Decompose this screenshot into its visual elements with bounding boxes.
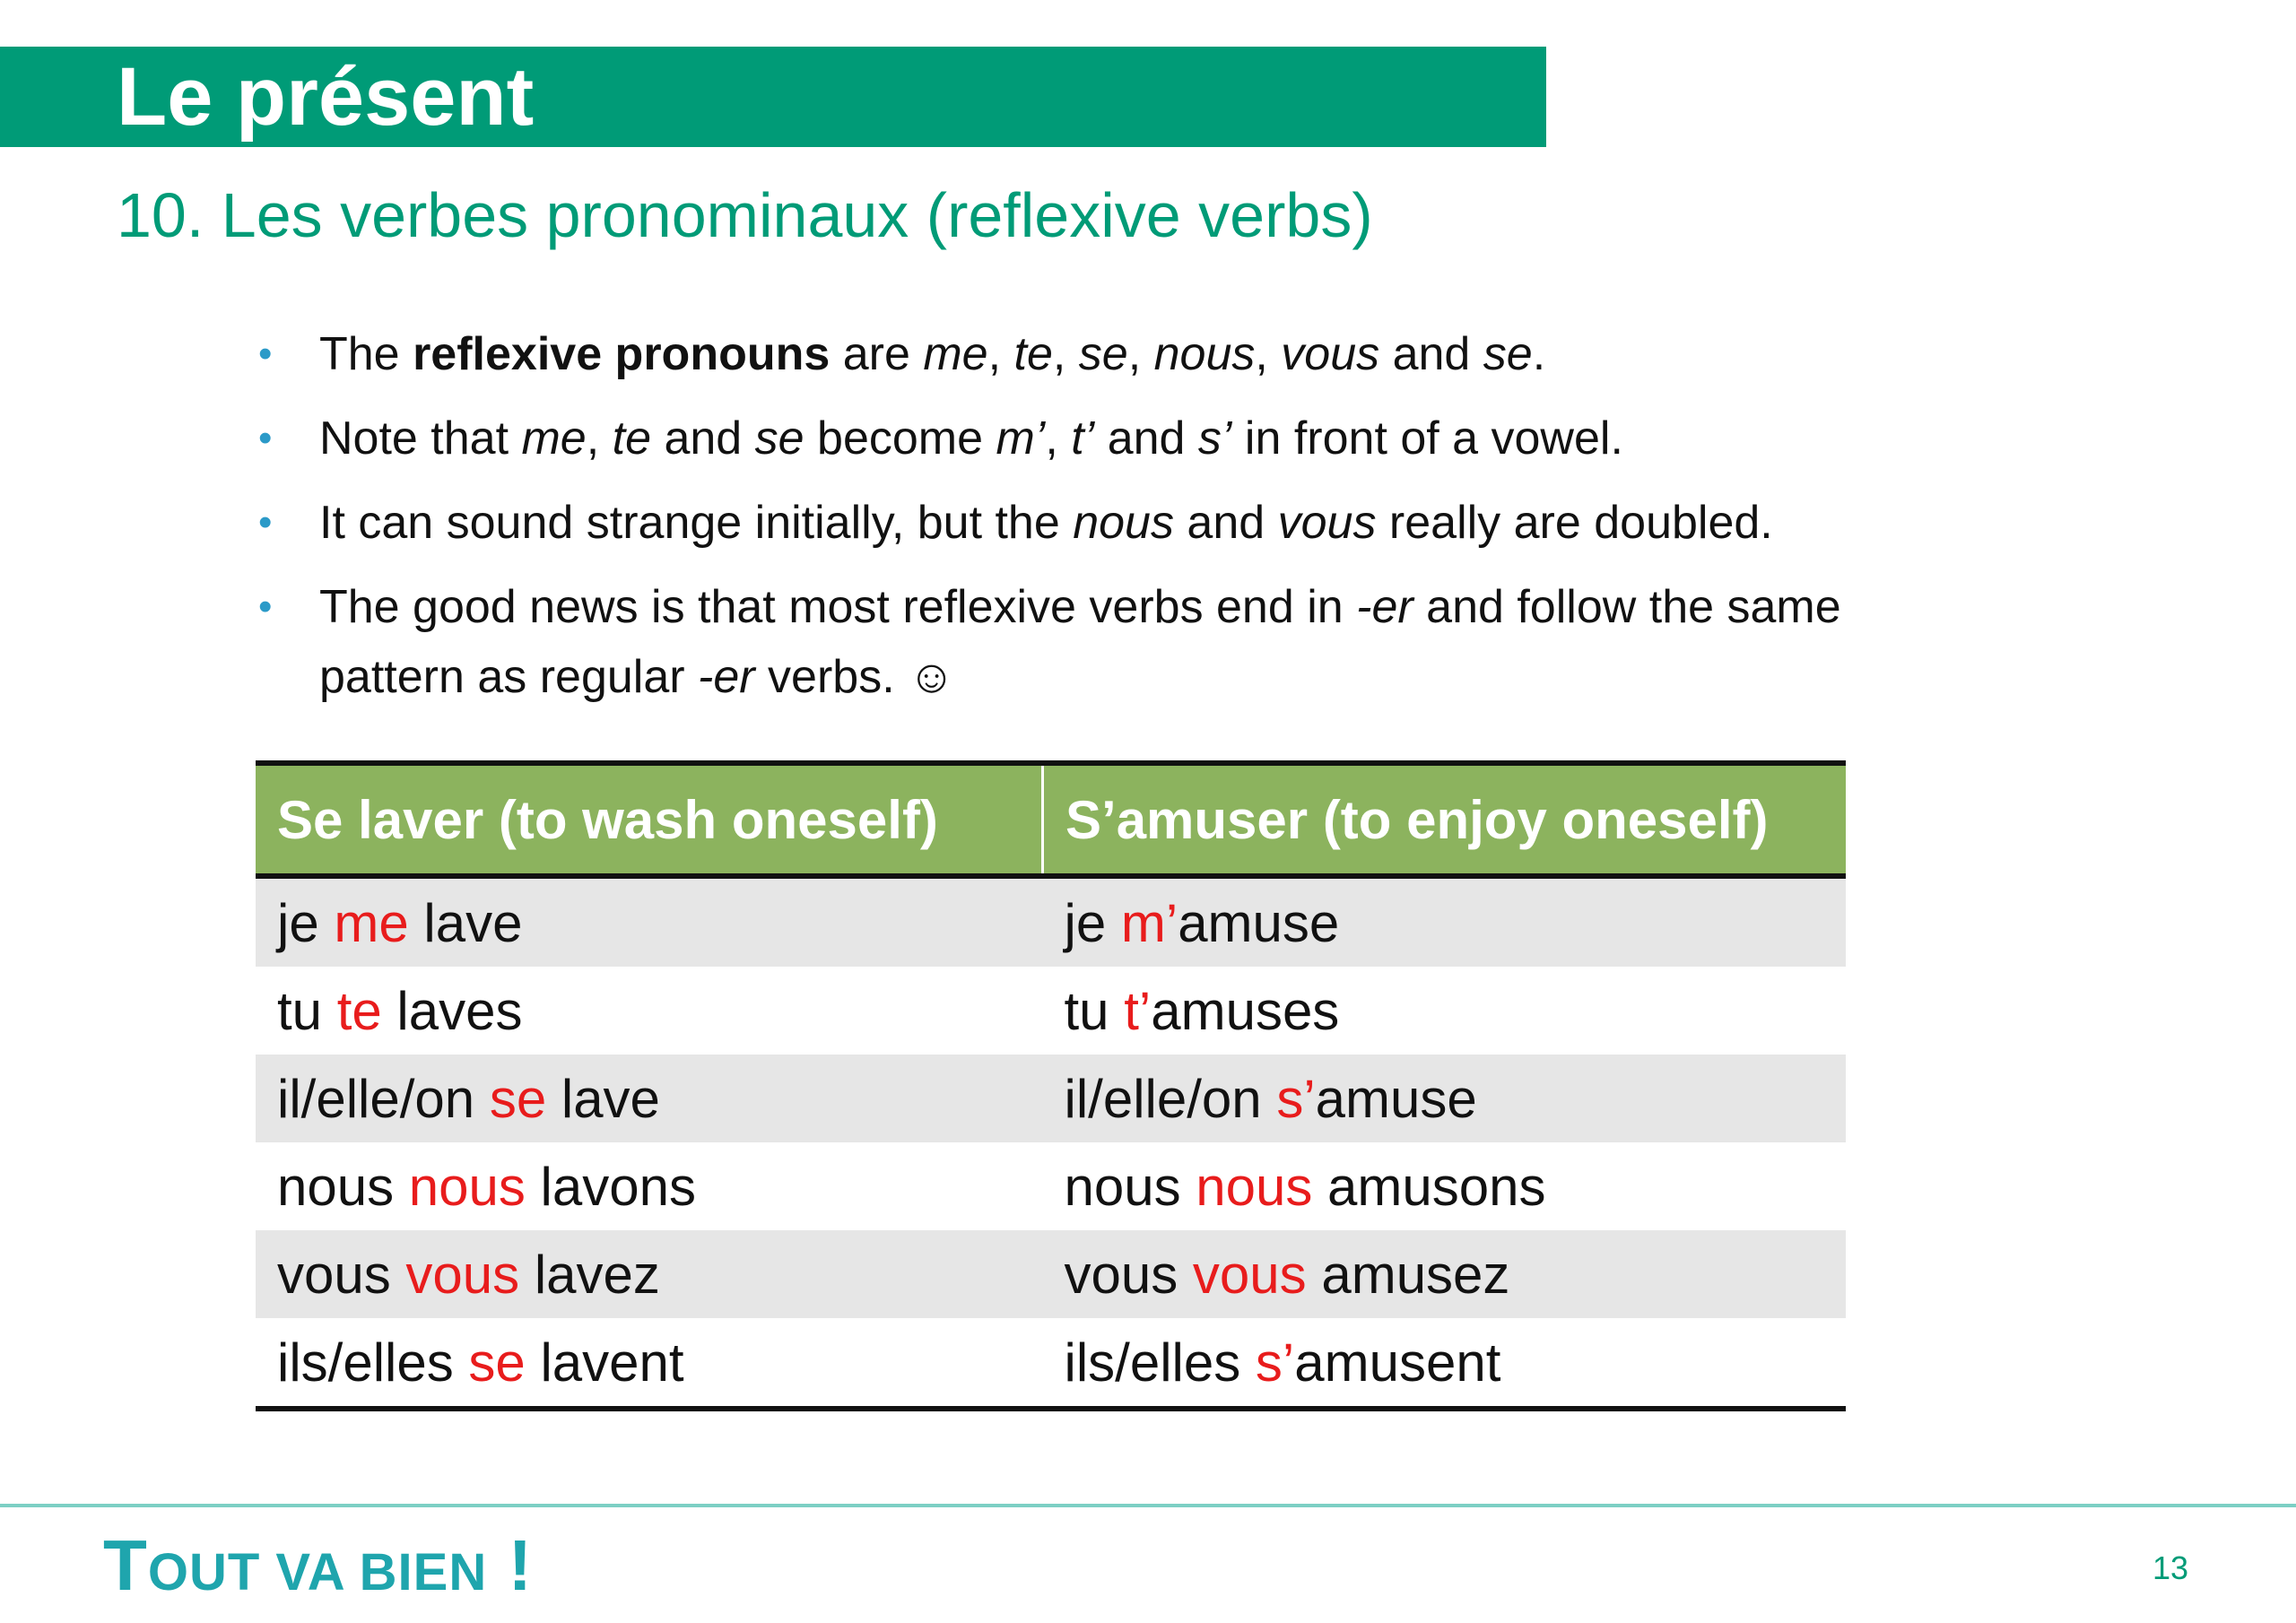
reflexive-pronoun: te [336, 980, 382, 1041]
conjugation-table [256, 760, 1846, 1411]
column-header: Se laver (to wash oneself) [256, 763, 1043, 876]
table-cell: nous nous lavons [277, 1156, 696, 1217]
bullet-dot-icon: • [258, 585, 273, 629]
reflexive-pronoun: vous [1192, 1244, 1307, 1305]
bullet-item: • Note that me, te and se become m’, t’ and s’ in front of a vowel. [258, 404, 1962, 473]
table-cell: il/elle/on se lave [256, 1055, 1043, 1142]
column-header: S’amuser (to enjoy oneself) [1043, 763, 1847, 876]
table-cell: tu te laves [277, 980, 523, 1041]
bullet-list [258, 319, 1962, 726]
reflexive-pronoun: s’ [1255, 1332, 1295, 1393]
reflexive-pronoun: nous [408, 1156, 526, 1217]
table-cell: vous vous lavez [256, 1230, 1043, 1318]
bullet-dot-icon: • [258, 332, 273, 376]
reflexive-pronoun: se [468, 1332, 526, 1393]
reflexive-pronoun: t’ [1124, 980, 1152, 1041]
table-row [256, 1230, 1846, 1318]
table-row [256, 967, 1846, 1055]
table-cell: je m’amuse [1043, 876, 1847, 967]
table-row [256, 876, 1846, 967]
table-header-row [256, 763, 1846, 876]
reflexive-pronoun: vous [405, 1244, 520, 1305]
table-cell: tu t’amuses [1064, 980, 1340, 1041]
table-row [256, 1055, 1846, 1142]
tout-va-bien-logo: TOUT VA BIEN ! [103, 1525, 534, 1605]
table-cell: ils/elles s’amusent [1043, 1318, 1847, 1409]
reflexive-pronoun: se [489, 1068, 547, 1129]
bullet-item: • The good news is that most reflexive verbs end in -er and follow the same pattern as regular -er verbs. ☺ [258, 572, 1962, 712]
page-number: 13 [2152, 1549, 2189, 1586]
reflexive-pronoun: nous [1196, 1156, 1313, 1217]
slide-subtitle: 10. Les verbes pronominaux (reflexive verbs) [117, 180, 1373, 250]
bullet-item: • The reflexive pronouns are me, te, se, nous, vous and se. [258, 319, 1962, 389]
footer-divider [0, 1504, 2296, 1507]
table-cell: ils/elles se lavent [256, 1318, 1043, 1409]
table-cell: il/elle/on s’amuse [1043, 1055, 1847, 1142]
reflexive-pronoun: m’ [1120, 892, 1178, 953]
table-cell: je me lave [256, 876, 1043, 967]
table-cell: nous nous amusons [1064, 1156, 1546, 1217]
bullet-item: • It can sound strange initially, but the nous and vous really are doubled. [258, 488, 1962, 558]
bullet-dot-icon: • [258, 500, 273, 544]
bullet-dot-icon: • [258, 416, 273, 460]
reflexive-pronoun: s’ [1276, 1068, 1316, 1129]
reflexive-pronoun: me [334, 892, 409, 953]
table-row [256, 1142, 1846, 1230]
slide-title: Le présent [117, 51, 535, 143]
table-cell: vous vous amusez [1043, 1230, 1847, 1318]
table-row [256, 1318, 1846, 1409]
